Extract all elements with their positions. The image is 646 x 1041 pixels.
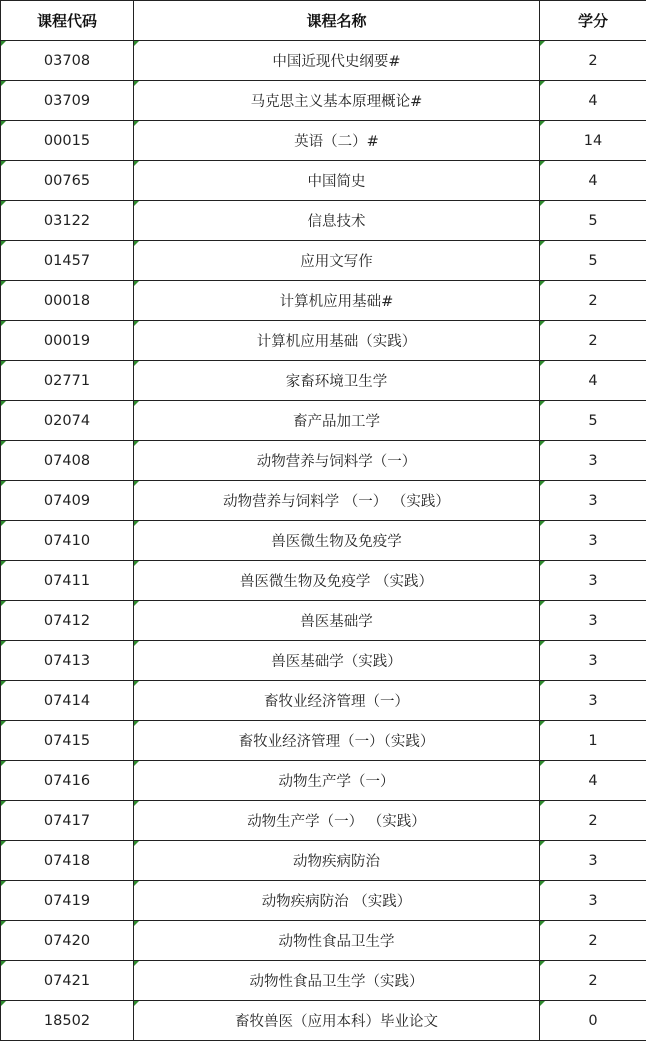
- course-name-cell: 中国简史: [134, 161, 540, 201]
- course-name-cell: 计算机应用基础#: [134, 281, 540, 321]
- table-row: [1, 681, 646, 721]
- credit-cell: 2: [540, 921, 646, 961]
- credit-cell: 5: [540, 201, 646, 241]
- table-row: [1, 121, 646, 161]
- course-name-cell: 畜牧业经济管理（一）（实践）: [134, 721, 540, 761]
- table-row: [1, 401, 646, 441]
- credit-cell: 3: [540, 601, 646, 641]
- course-code-cell: 07411: [1, 561, 134, 601]
- table-row: [1, 601, 646, 641]
- course-code-cell: 07418: [1, 841, 134, 881]
- header-row: [1, 1, 646, 41]
- course-name-cell: 动物生产学（一）: [134, 761, 540, 801]
- credit-cell: 2: [540, 801, 646, 841]
- course-name-cell: 马克思主义基本原理概论#: [134, 81, 540, 121]
- course-name-cell: 畜产品加工学: [134, 401, 540, 441]
- course-name-cell: 家畜环境卫生学: [134, 361, 540, 401]
- course-code-cell: 07421: [1, 961, 134, 1001]
- credit-cell: 2: [540, 281, 646, 321]
- course-code-cell: 07415: [1, 721, 134, 761]
- table-row: [1, 1001, 646, 1041]
- table-row: [1, 841, 646, 881]
- table-row: [1, 561, 646, 601]
- credit-cell: 4: [540, 361, 646, 401]
- table-row: [1, 721, 646, 761]
- credit-cell: 0: [540, 1001, 646, 1041]
- table-row: [1, 521, 646, 561]
- table-body: [1, 41, 646, 1041]
- table-row: [1, 161, 646, 201]
- course-code-cell: 07413: [1, 641, 134, 681]
- credit-cell: 2: [540, 321, 646, 361]
- header-credits: 学分: [540, 1, 646, 41]
- table-row: [1, 361, 646, 401]
- course-name-cell: 动物性食品卫生学: [134, 921, 540, 961]
- course-name-cell: 动物生产学（一） （实践）: [134, 801, 540, 841]
- course-name-cell: 兽医微生物及免疫学: [134, 521, 540, 561]
- credit-cell: 5: [540, 241, 646, 281]
- course-code-cell: 07416: [1, 761, 134, 801]
- course-name-cell: 兽医基础学（实践）: [134, 641, 540, 681]
- course-code-cell: 07412: [1, 601, 134, 641]
- credit-cell: 2: [540, 41, 646, 81]
- table-row: [1, 641, 646, 681]
- credit-cell: 4: [540, 161, 646, 201]
- credit-cell: 3: [540, 521, 646, 561]
- course-code-cell: 07409: [1, 481, 134, 521]
- course-name-cell: 应用文写作: [134, 241, 540, 281]
- table-row: [1, 241, 646, 281]
- credit-cell: 3: [540, 441, 646, 481]
- credit-cell: 3: [540, 641, 646, 681]
- course-code-cell: 07408: [1, 441, 134, 481]
- table-row: [1, 201, 646, 241]
- credit-cell: 2: [540, 961, 646, 1001]
- credit-cell: 3: [540, 681, 646, 721]
- course-name-cell: 兽医基础学: [134, 601, 540, 641]
- table-row: [1, 801, 646, 841]
- credit-cell: 3: [540, 481, 646, 521]
- table-row: [1, 881, 646, 921]
- course-name-cell: 中国近现代史纲要#: [134, 41, 540, 81]
- course-code-cell: 07410: [1, 521, 134, 561]
- course-code-cell: 01457: [1, 241, 134, 281]
- course-name-cell: 动物营养与饲料学 （一） （实践）: [134, 481, 540, 521]
- course-name-cell: 畜牧业经济管理（一）: [134, 681, 540, 721]
- course-name-cell: 动物疾病防治: [134, 841, 540, 881]
- course-code-cell: 00018: [1, 281, 134, 321]
- table-header: [1, 1, 646, 41]
- course-code-cell: 00765: [1, 161, 134, 201]
- header-course-name: 课程名称: [134, 1, 540, 41]
- header-course-code: 课程代码: [1, 1, 134, 41]
- table-row: [1, 441, 646, 481]
- course-code-cell: 02074: [1, 401, 134, 441]
- course-name-cell: 兽医微生物及免疫学 （实践）: [134, 561, 540, 601]
- course-code-cell: 03709: [1, 81, 134, 121]
- credit-cell: 3: [540, 841, 646, 881]
- course-code-cell: 07414: [1, 681, 134, 721]
- table-row: [1, 481, 646, 521]
- table-row: [1, 761, 646, 801]
- credit-cell: 5: [540, 401, 646, 441]
- credit-cell: 1: [540, 721, 646, 761]
- table-row: [1, 321, 646, 361]
- course-name-cell: 动物性食品卫生学（实践）: [134, 961, 540, 1001]
- credit-cell: 3: [540, 561, 646, 601]
- course-code-cell: 07420: [1, 921, 134, 961]
- course-code-cell: 07417: [1, 801, 134, 841]
- course-name-cell: 动物疾病防治 （实践）: [134, 881, 540, 921]
- credit-cell: 4: [540, 761, 646, 801]
- credit-cell: 4: [540, 81, 646, 121]
- table-row: [1, 41, 646, 81]
- course-name-cell: 畜牧兽医（应用本科）毕业论文: [134, 1001, 540, 1041]
- course-code-cell: 00015: [1, 121, 134, 161]
- credit-cell: 14: [540, 121, 646, 161]
- course-name-cell: 动物营养与饲料学（一）: [134, 441, 540, 481]
- table-row: [1, 81, 646, 121]
- course-code-cell: 03122: [1, 201, 134, 241]
- table-row: [1, 281, 646, 321]
- table-row: [1, 961, 646, 1001]
- course-name-cell: 信息技术: [134, 201, 540, 241]
- course-code-cell: 02771: [1, 361, 134, 401]
- table-row: [1, 921, 646, 961]
- course-code-cell: 00019: [1, 321, 134, 361]
- course-code-cell: 03708: [1, 41, 134, 81]
- course-code-cell: 07419: [1, 881, 134, 921]
- course-name-cell: 英语（二）#: [134, 121, 540, 161]
- credit-cell: 3: [540, 881, 646, 921]
- course-code-cell: 18502: [1, 1001, 134, 1041]
- course-name-cell: 计算机应用基础（实践）: [134, 321, 540, 361]
